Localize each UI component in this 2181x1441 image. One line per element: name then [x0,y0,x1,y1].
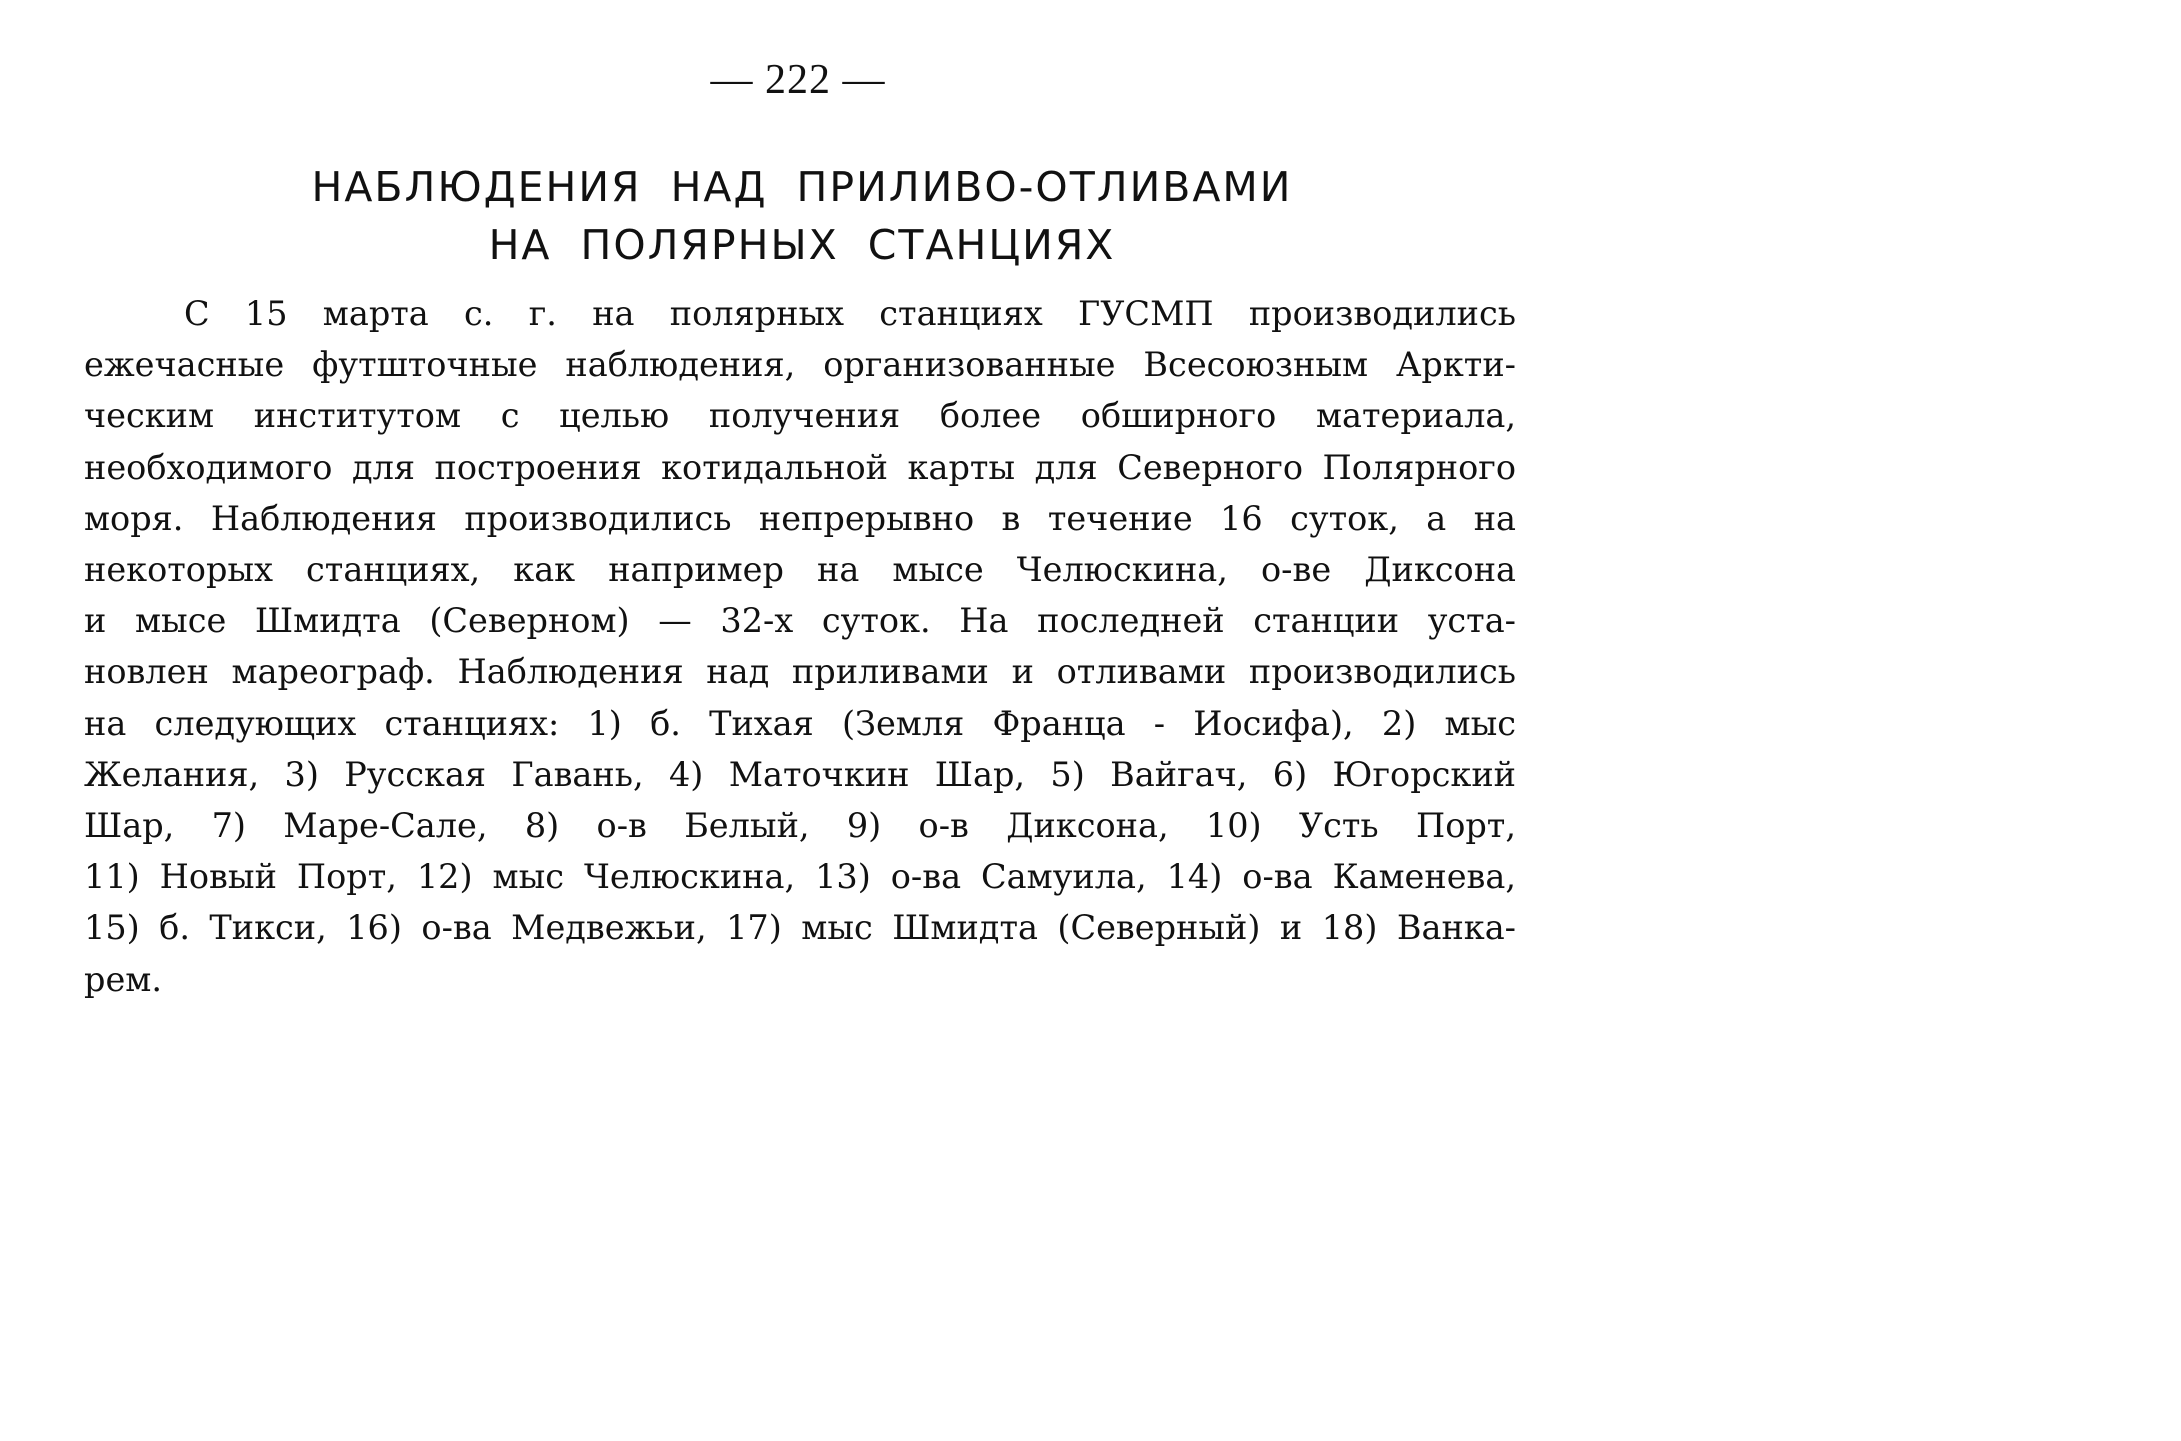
paragraph-line: 15) б. Тикси, 16) о-ва Медвежьи, 17) мыс Шмидта (Северный) и 18) Ванка- [84,908,1516,948]
paragraph-line: ческим институтом с целью получения более обширного материала, [84,396,1516,436]
paragraph-line: ежечасные футшточные наблюдения, организованные Всесоюзным Аркти- [84,345,1516,385]
article-paragraph [84,288,1516,1005]
paragraph-line: новлен мареограф. Наблюдения над приливами и отливами производились [84,652,1516,692]
title-line-1: НАБЛЮДЕНИЯ НАД ПРИЛИВО-ОТЛИВАМИ [311,163,1293,211]
paragraph-line: 11) Новый Порт, 12) мыс Челюскина, 13) о-ва Самуила, 14) о-ва Каменева, [84,857,1516,897]
article-title [0,158,1604,274]
paragraph-line: рем. [84,959,162,999]
paragraph-line: некоторых станциях, как например на мысе Челюскина, о-ве Диксона [84,550,1516,590]
paragraph-line: необходимого для построения котидальной карты для Северного Полярного [84,447,1516,487]
page-number: — 222 — [710,57,886,103]
paragraph-line: и мысе Шмидта (Северном) — 32-х суток. На последней станции уста- [84,601,1516,641]
title-line-2: НА ПОЛЯРНЫХ СТАНЦИЯХ [488,221,1116,269]
paragraph-line: на следующих станциях: 1) б. Тихая (Земля Франца - Иосифа), 2) мыс [84,703,1516,743]
paragraph-line: Желания, 3) Русская Гавань, 4) Маточкин Шар, 5) Вайгач, 6) Югорский [84,754,1516,794]
paragraph-line: моря. Наблюдения производились непрерывно в течение 16 суток, а на [84,498,1516,538]
paragraph-line: С 15 марта с. г. на полярных станциях ГУСМП производились [184,294,1516,333]
paragraph-line: Шар, 7) Маре-Сале, 8) о-в Белый, 9) о-в Диксона, 10) Усть Порт, [84,806,1516,846]
